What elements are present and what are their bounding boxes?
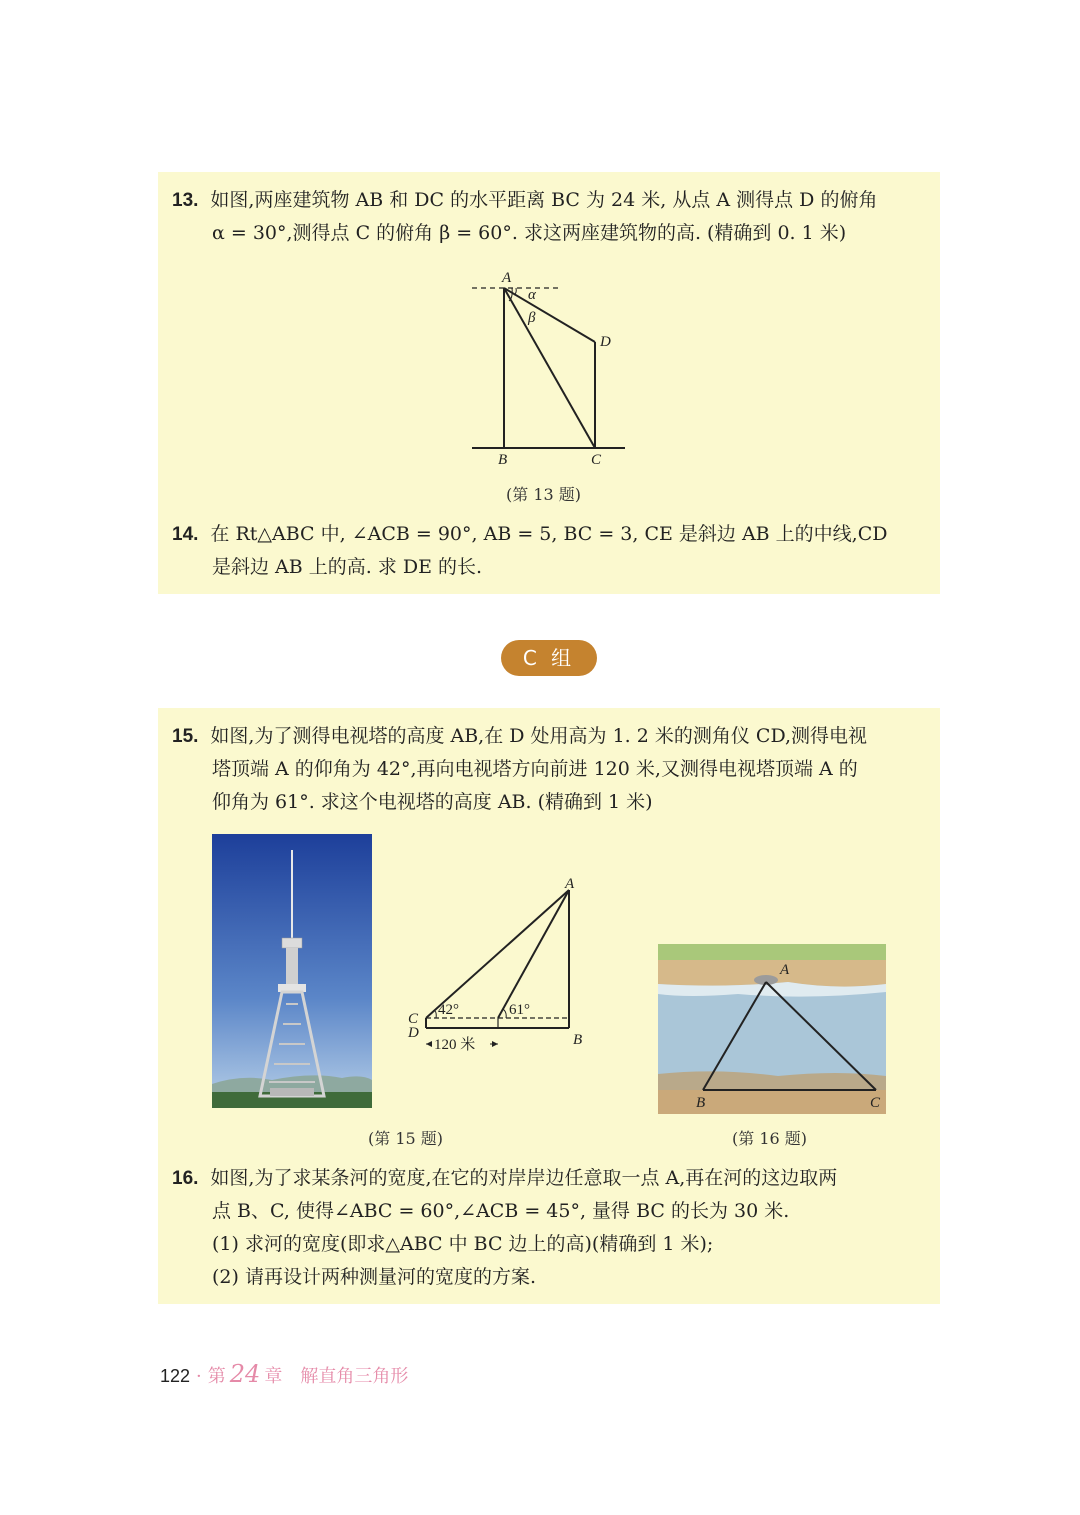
problem-number: 14. [172,524,199,545]
figure-13 [458,268,638,468]
label-d: D [408,1025,419,1041]
figure-16-caption: (第 16 题) [732,1129,808,1148]
problem-text: 塔顶端 A 的仰角为 42°,再向电视塔方向前进 120 米,又测得电视塔顶端 A 的 [212,758,858,780]
problem-text: 点 B、C, 使得∠ABC = 60°,∠ACB = 45°, 量得 BC 的长为 30 米. [212,1200,790,1222]
problem-text: 如图,为了测得电视塔的高度 AB,在 D 处用高为 1. 2 米的测角仪 CD,测得电视 [210,725,868,747]
label-a: A [565,878,575,892]
angle-61-label: 61° [509,1002,530,1018]
label-d: D [600,334,611,350]
problem-number: 13. [172,190,199,211]
problem-text: 如图,为了求某条河的宽度,在它的对岸岸边任意取一点 A,再在河的这边取两 [210,1167,838,1189]
page-footer [160,1360,408,1388]
line-ac [504,288,595,448]
label-a: A [502,270,512,286]
label-b: B [573,1032,583,1048]
label-c: C [591,452,602,468]
distance-label: 120 米 [434,1037,476,1053]
chapter-title: 解直角三角形 [300,1366,409,1387]
group-c-badge: C 组 [501,640,597,676]
problem-text: 在 Rt△ABC 中, ∠ACB = 90°, AB = 5, BC = 3, CE 是斜边 AB 上的中线,CD [210,523,888,545]
chapter-prefix: 第 [207,1366,226,1386]
sight-line-61 [498,890,569,1018]
problem-15 [172,720,932,819]
sub-question-2: (2) 请再设计两种测量河的宽度的方案. [212,1266,536,1288]
problem-number: 16. [172,1168,199,1189]
chapter-number: 24 [229,1360,261,1388]
problem-text: α = 30°,测得点 C 的俯角 β = 60°. 求这两座建筑物的高. (精确到 0. 1 米) [212,222,847,244]
problem-text: 是斜边 AB 上的高. 求 DE 的长. [212,556,483,578]
figure-15-caption: (第 15 题) [368,1129,444,1148]
label-b: B [498,452,508,468]
sub-question-1: (1) 求河的宽度(即求△ABC 中 BC 边上的高)(精确到 1 米); [212,1233,714,1255]
figure-13-caption: (第 13 题) [506,485,582,504]
label-c: C [408,1011,419,1027]
line-ad [504,288,595,342]
problem-13 [172,184,932,250]
problem-14 [172,518,932,584]
label-alpha: α [528,287,536,303]
chapter-suffix: 章 [264,1366,283,1386]
angle-42-label: 42° [438,1002,459,1018]
label-beta: β [528,310,536,326]
label-a: A [780,962,790,978]
tv-tower-photo [212,834,372,1108]
problem-number: 15. [172,726,199,747]
label-c: C [870,1095,881,1111]
sight-line-42 [426,890,569,1018]
problem-16 [172,1162,932,1294]
figure-16 [658,944,886,1114]
figure-15 [402,878,592,1058]
problem-text: 如图,两座建筑物 AB 和 DC 的水平距离 BC 为 24 米, 从点 A 测得点 D 的俯角 [210,189,878,211]
label-b: B [696,1095,706,1111]
exercise-panel-c [158,708,940,1304]
footer-separator: · [196,1366,202,1387]
exercise-panel-b [158,172,940,594]
problem-text: 仰角为 61°. 求这个电视塔的高度 AB. (精确到 1 米) [212,791,653,813]
page-number: 122 [160,1366,191,1386]
